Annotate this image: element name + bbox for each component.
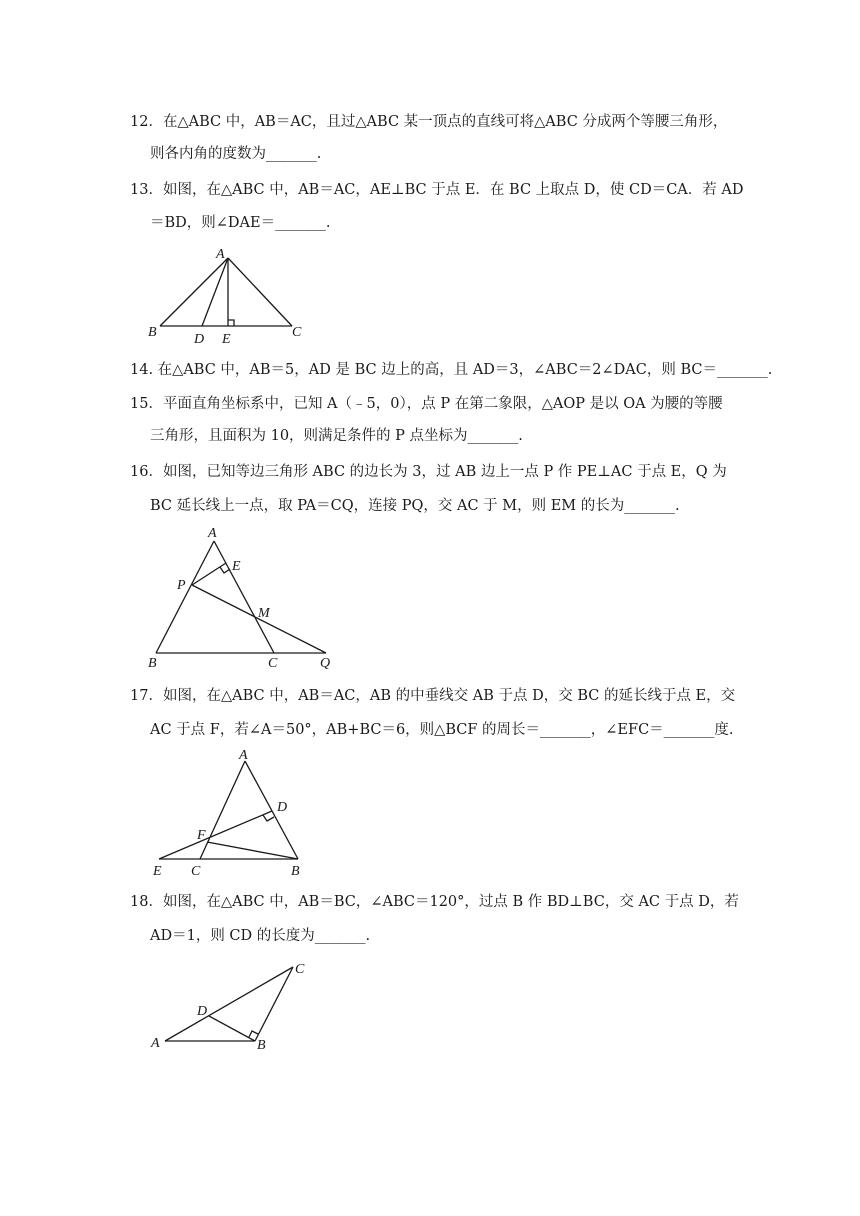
q16-label-Q: Q (320, 656, 331, 670)
q15-line-2: 三角形，且面积为 10，则满足条件的 P 点坐标为_______. (150, 428, 523, 444)
q17-label-A: A (239, 748, 248, 763)
q16-label-A: A (208, 526, 217, 541)
q16-figure (140, 525, 350, 670)
q13-figure (140, 240, 320, 350)
q18-line-2: AD＝1，则 CD 的长度为_______. (150, 928, 371, 944)
q17-line-2: AC 于点 F，若∠A＝50°，AB+BC＝6，则△BCF 的周长＝_______，∠EFC＝_______度. (150, 722, 734, 738)
q13-line-1: 13．如图，在△ABC 中，AB＝AC，AE⊥BC 于点 E．在 BC 上取点 D，使 CD＝CA．若 AD (130, 182, 744, 198)
q17-label-E: E (153, 864, 162, 879)
q18-label-D: D (197, 1004, 208, 1019)
q18-right-angle-mark (249, 1031, 258, 1037)
q13-right-angle-mark (228, 320, 234, 326)
q16-label-E: E (232, 559, 241, 574)
q17-line-1: 17．如图，在△ABC 中，AB＝AC，AB 的中垂线交 AB 于点 D，交 BC 的延长线于点 E，交 (130, 688, 736, 704)
q12-line-2: 则各内角的度数为_______. (150, 146, 322, 162)
q16-seg-AC (214, 541, 274, 653)
q18-label-B: B (257, 1038, 266, 1053)
q13-label-B: B (148, 325, 157, 340)
q17-label-B: B (291, 864, 300, 879)
q16-line-1: 16．如图，已知等边三角形 ABC 的边长为 3，过 AB 边上一点 P 作 PE⊥AC 于点 E，Q 为 (130, 464, 727, 480)
q13-line-2: ＝BD，则∠DAE＝_______. (150, 215, 331, 231)
q17-seg-AB (245, 761, 298, 859)
q16-label-M: M (258, 606, 270, 621)
q18-figure (145, 955, 320, 1055)
q16-label-B: B (148, 656, 157, 670)
q13-label-E: E (222, 332, 231, 347)
q16-seg-AB (156, 541, 214, 653)
q15-line-1: 15．平面直角坐标系中，已知 A（﹣5，0），点 P 在第二象限，△AOP 是以 OA 为腰的等腰 (130, 396, 723, 412)
q13-seg-AC (228, 258, 292, 326)
q17-label-F: F (197, 828, 206, 843)
q17-label-C: C (191, 864, 201, 879)
q13-seg-AD (202, 258, 228, 326)
q13-label-C: C (292, 325, 302, 340)
q13-label-D: D (194, 332, 205, 347)
q16-label-P: P (177, 578, 186, 593)
q13-label-A: A (216, 247, 225, 262)
q16-line-2: BC 延长线上一点，取 PA＝CQ，连接 PQ，交 AC 于 M，则 EM 的长为_______. (150, 498, 680, 514)
q16-label-C: C (268, 656, 278, 670)
q18-label-C: C (295, 962, 305, 977)
q17-figure (145, 745, 320, 880)
q17-seg-ED (159, 811, 272, 859)
q17-label-D: D (277, 800, 288, 815)
q17-seg-FB (207, 842, 298, 859)
q17-right-angle-mark (263, 815, 274, 821)
q12-line-1: 12．在△ABC 中，AB＝AC，且过△ABC 某一顶点的直线可将△ABC 分成两个等腰三角形， (130, 114, 728, 130)
q18-line-1: 18．如图，在△ABC 中，AB＝BC，∠ABC＝120°，过点 B 作 BD⊥BC，交 AC 于点 D，若 (130, 894, 739, 910)
q18-label-A: A (151, 1036, 160, 1051)
q14-line-1: 14. 在△ABC 中，AB＝5，AD 是 BC 边上的高，且 AD＝3，∠ABC＝2∠DAC，则 BC＝_______. (130, 362, 773, 378)
q18-seg-DB (209, 1016, 255, 1041)
q13-seg-AB (160, 258, 228, 326)
